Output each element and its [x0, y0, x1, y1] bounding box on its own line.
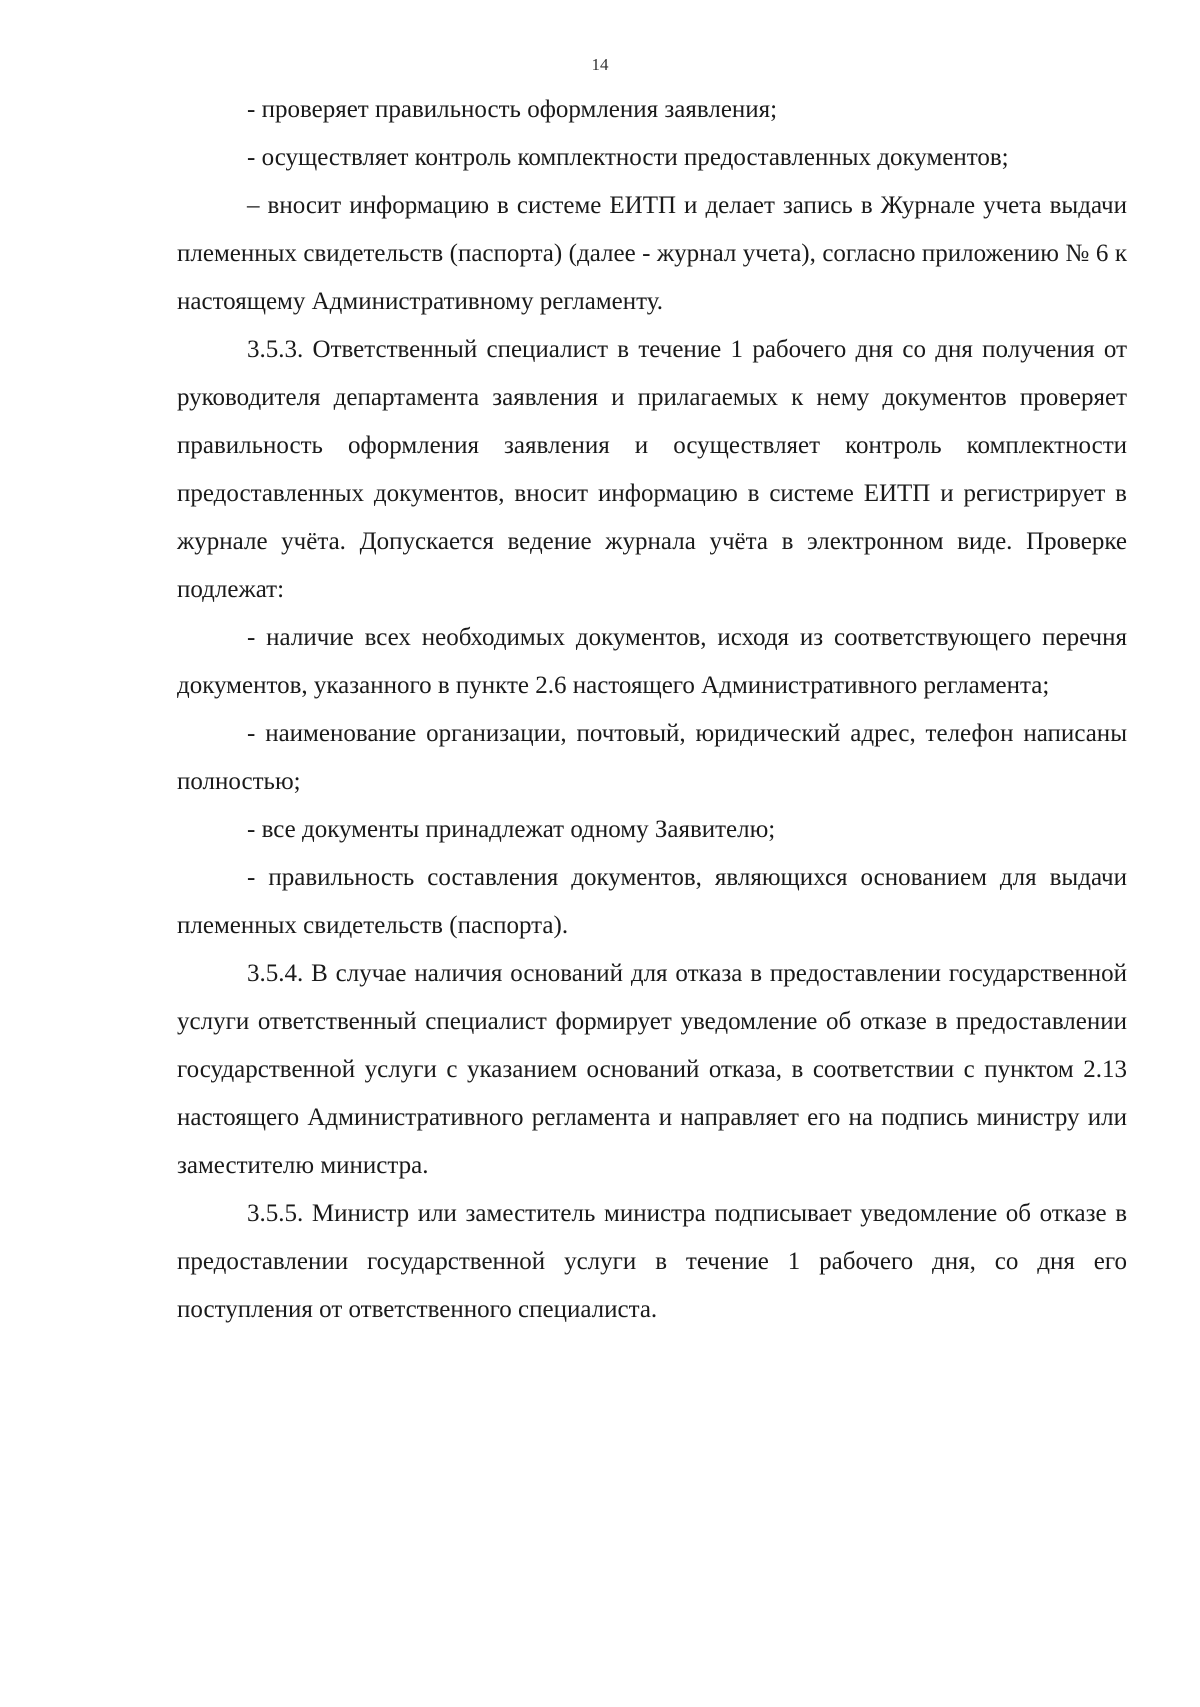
paragraph-3-5-4: 3.5.4. В случае наличия оснований для отказа в предоставлении государственной услуги ответственный специалист формирует уведомление об отказе в предоставлении государственной услуги с указанием оснований отказа, в соответствии с пунктом 2.13 настоящего Административного регламента и направляет его на подпись министру или заместителю министра.: [177, 960, 1127, 1179]
paragraph-check-completeness: - осуществляет контроль комплектности предоставленных документов;: [247, 144, 1009, 171]
paragraph-single-applicant: - все документы принадлежат одному Заявителю;: [247, 816, 776, 843]
document-body: [177, 86, 1127, 1334]
paragraph-3-5-3: 3.5.3. Ответственный специалист в течение 1 рабочего дня со дня получения от руководителя департамента заявления и прилагаемых к нему документов проверяет правильность оформления заявления и осуществляет контроль комплектности предоставленных документов, вносит информацию в системе ЕИТП и регистрирует в журнале учёта. Допускается ведение журнала учёта в электронном виде. Проверке подлежат:: [177, 336, 1127, 603]
paragraph-check-application: - проверяет правильность оформления заявления;: [247, 96, 778, 123]
paragraph-correct-documents: - правильность составления документов, являющихся основанием для выдачи племенных свидетельств (паспорта).: [177, 864, 1127, 939]
paragraph-organization-details: - наименование организации, почтовый, юридический адрес, телефон написаны полностью;: [177, 720, 1127, 795]
paragraph-3-5-5: 3.5.5. Министр или заместитель министра подписывает уведомление об отказе в предоставлении государственной услуги в течение 1 рабочего дня, со дня его поступления от ответственного специалиста.: [177, 1200, 1127, 1323]
paragraph-enter-info-eitp: – вносит информацию в системе ЕИТП и делает запись в Журнале учета выдачи племенных свидетельств (паспорта) (далее - журнал учета), согласно приложению № 6 к настоящему Административному регламенту.: [177, 192, 1127, 315]
page-number: 14: [591, 55, 609, 74]
paragraph-required-documents: - наличие всех необходимых документов, исходя из соответствующего перечня документов, указанного в пункте 2.6 настоящего Административного регламента;: [177, 624, 1127, 699]
